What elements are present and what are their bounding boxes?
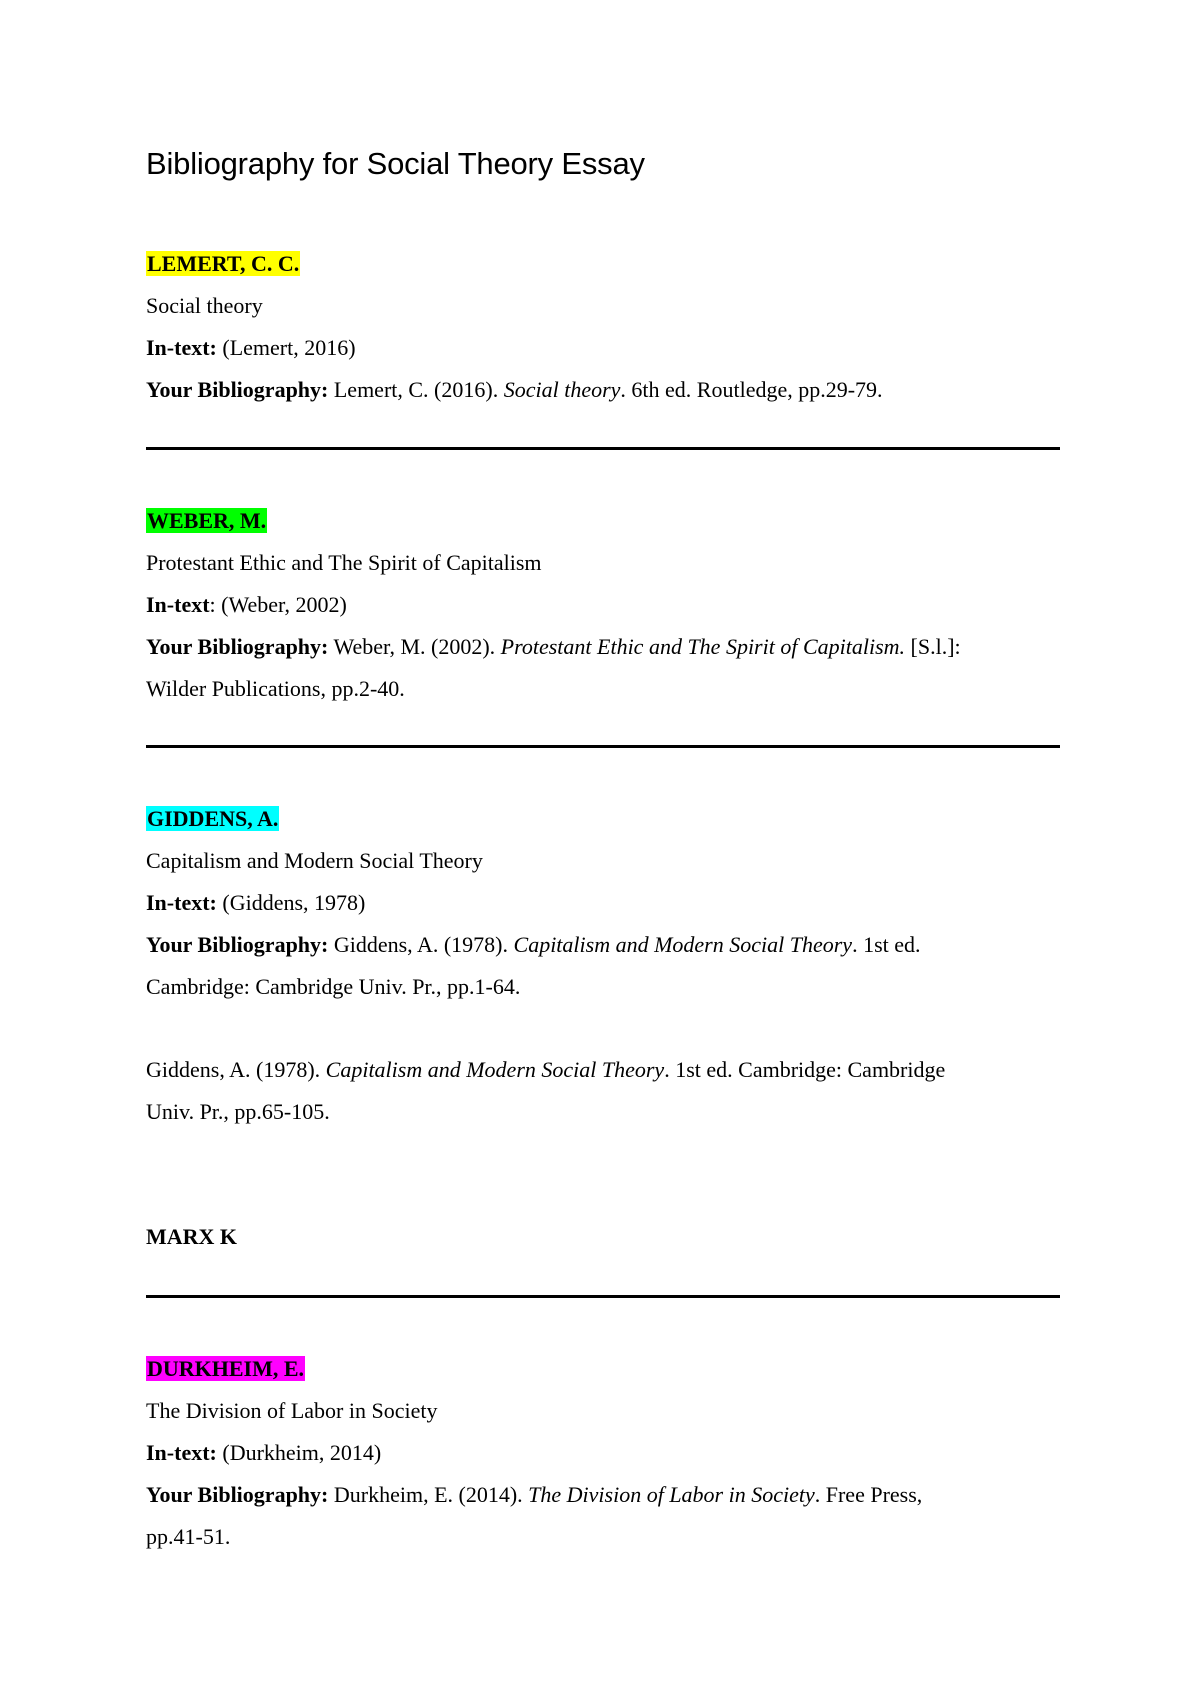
bib-text: . 1st ed.: [852, 932, 921, 957]
entry-durkheim-work-title: The Division of Labor in Society: [146, 1398, 438, 1423]
section-divider: [146, 1295, 1060, 1298]
section-divider: [146, 745, 1060, 748]
entry-weber-author-line: [146, 507, 267, 535]
bib-text: . Free Press,: [814, 1482, 923, 1507]
entry-durkheim-author-line: [146, 1355, 305, 1383]
entry-giddens-intext: [146, 889, 365, 917]
entry-giddens-bibliography: [146, 931, 921, 959]
entry-giddens-bibliography-cont: Cambridge: Cambridge Univ. Pr., pp.1-64.: [146, 974, 521, 999]
bib-italic-title: Capitalism and Modern Social Theory: [325, 1057, 665, 1082]
document-title: Bibliography for Social Theory Essay: [146, 146, 645, 181]
entry-giddens-second-reference: [146, 1056, 945, 1084]
entry-weber-work-title: Protestant Ethic and The Spirit of Capitalism: [146, 550, 542, 575]
entry-weber-intext: [146, 591, 347, 619]
entry-lemert-work-title: Social theory: [146, 293, 263, 318]
entry-giddens-author-line: [146, 805, 279, 833]
entry-lemert-bibliography: [146, 376, 883, 404]
bib-text: Weber, M. (2002).: [333, 634, 501, 659]
bib-italic-title: Social theory: [503, 377, 621, 402]
entry-durkheim-bibliography: [146, 1481, 922, 1509]
author-heading-giddens: GIDDENS, A.: [147, 806, 279, 831]
author-heading-lemert: LEMERT, C. C.: [147, 251, 300, 276]
document-page: [146, 0, 1060, 1698]
entry-marx-author-line: [146, 1223, 237, 1251]
entry-weber-bibliography: [146, 633, 961, 661]
intext-citation: : (Weber, 2002): [209, 592, 347, 617]
bib-italic-title: The Division of Labor in Society: [528, 1482, 815, 1507]
bibliography-label: Your Bibliography:: [146, 932, 329, 957]
entry-lemert-author-line: [146, 250, 300, 278]
bib-text: Durkheim, E. (2014).: [333, 1482, 529, 1507]
entry-giddens-second-reference-cont: Univ. Pr., pp.65-105.: [146, 1099, 330, 1124]
bib-text: [S.l.]:: [905, 634, 961, 659]
entry-durkheim-intext: [146, 1439, 381, 1467]
intext-label: In-text:: [146, 890, 217, 915]
bibliography-label: Your Bibliography:: [146, 1482, 329, 1507]
intext-citation: (Giddens, 1978): [222, 890, 366, 915]
bib-italic-title: Protestant Ethic and The Spirit of Capitalism.: [500, 634, 906, 659]
bib-italic-title: Capitalism and Modern Social Theory: [513, 932, 853, 957]
entry-durkheim-bibliography-cont: pp.41-51.: [146, 1524, 231, 1549]
intext-citation: (Lemert, 2016): [222, 335, 356, 360]
section-divider: [146, 447, 1060, 450]
intext-label: In-text:: [146, 335, 217, 360]
entry-weber-bibliography-cont: Wilder Publications, pp.2-40.: [146, 676, 405, 701]
bib-text: . 1st ed. Cambridge: Cambridge: [664, 1057, 946, 1082]
author-heading-marx: MARX K: [146, 1224, 238, 1249]
intext-label: In-text: [146, 592, 210, 617]
author-heading-durkheim: DURKHEIM, E.: [147, 1356, 305, 1381]
bib-text: Lemert, C. (2016).: [333, 377, 504, 402]
bib-text: Giddens, A. (1978).: [146, 1057, 326, 1082]
bibliography-label: Your Bibliography:: [146, 377, 329, 402]
author-heading-weber: WEBER, M.: [147, 508, 267, 533]
intext-label: In-text:: [146, 1440, 217, 1465]
entry-lemert-intext: [146, 334, 356, 362]
bibliography-label: Your Bibliography:: [146, 634, 329, 659]
entry-giddens-work-title: Capitalism and Modern Social Theory: [146, 848, 483, 873]
bib-text: . 6th ed. Routledge, pp.29-79.: [620, 377, 883, 402]
bib-text: Giddens, A. (1978).: [333, 932, 514, 957]
intext-citation: (Durkheim, 2014): [222, 1440, 382, 1465]
